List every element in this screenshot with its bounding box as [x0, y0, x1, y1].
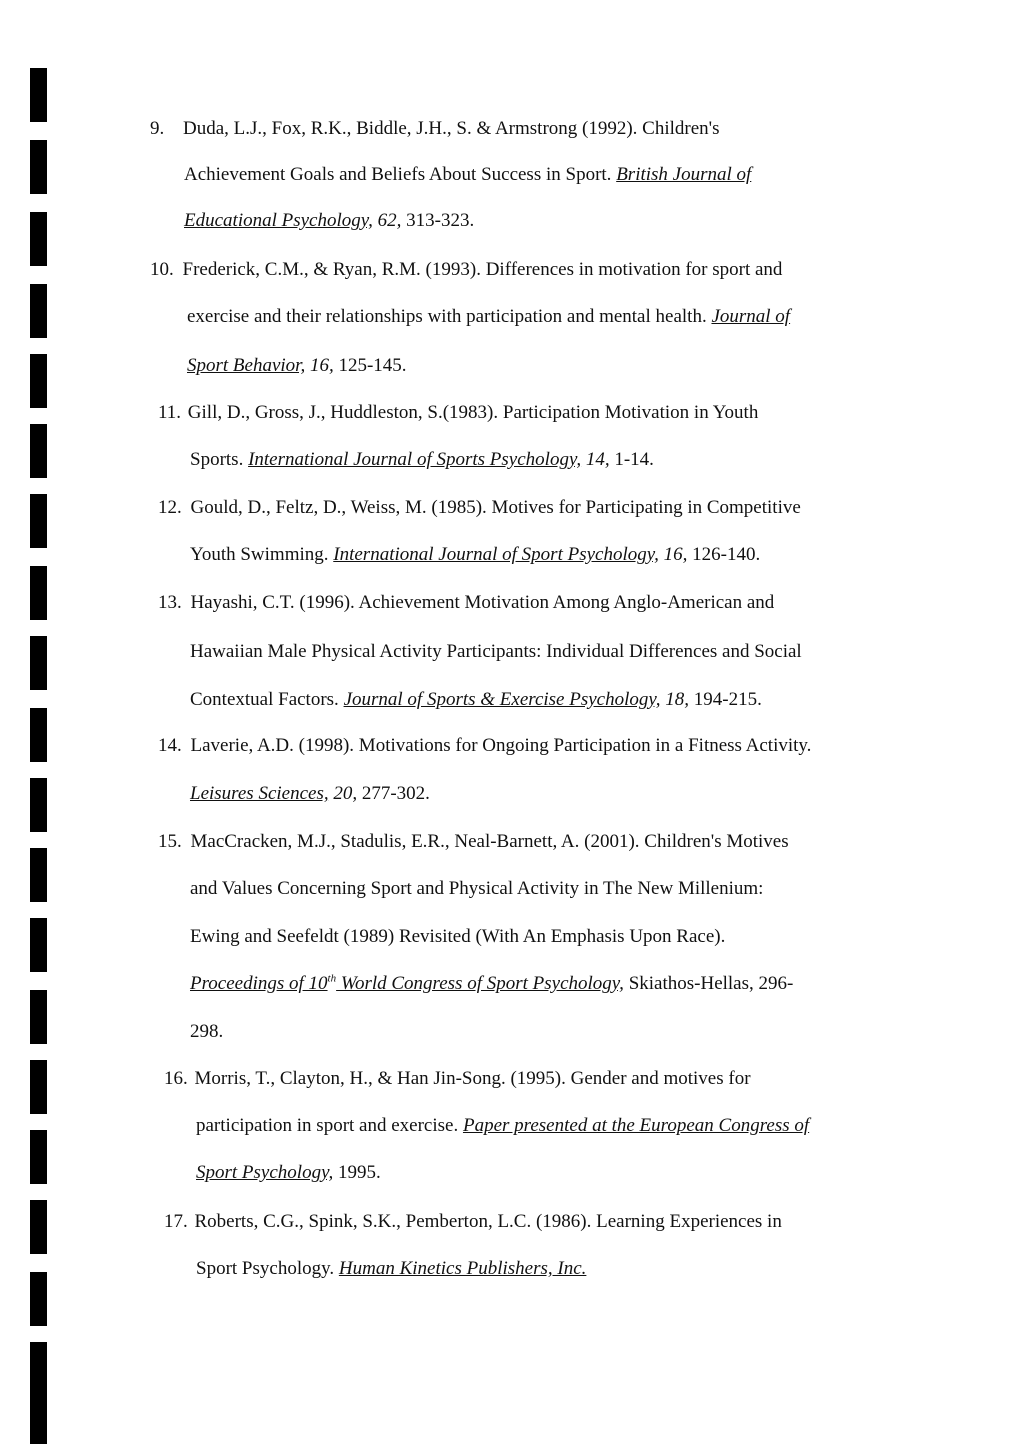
reference-10-line-2: [187, 305, 790, 329]
reference-number: 17.: [164, 1211, 188, 1232]
binding-mark: [30, 354, 47, 408]
reference-17-line-1: [164, 1210, 782, 1234]
journal-title: Paper presented at the European Congress of: [462, 1115, 810, 1136]
reference-number: 14.: [158, 735, 182, 756]
reference-number: 16.: [164, 1068, 188, 1089]
reference-12-line-1: [158, 496, 801, 520]
journal-title: International Journal of Sport Psychology,: [333, 544, 659, 565]
reference-text: MacCracken, M.J., Stadulis, E.R., Neal-Barnett, A. (2001). Children's Motives: [190, 831, 789, 852]
reference-11-line-1: [158, 401, 758, 425]
binding-mark: [30, 284, 47, 338]
binding-mark: [30, 918, 47, 972]
reference-17-line-2: [196, 1257, 586, 1281]
journal-title: Proceedings of 10: [190, 973, 328, 994]
pages: 194-215.: [689, 689, 762, 710]
reference-text: Hawaiian Male Physical Activity Participants: Individual Differences and Social: [190, 641, 802, 662]
reference-text: exercise and their relationships with participation and mental health.: [187, 306, 712, 327]
reference-15-line-3: [190, 925, 725, 949]
reference-11-line-2: [190, 448, 654, 472]
binding-mark: [30, 1060, 47, 1114]
binding-mark: [30, 1130, 47, 1184]
binding-mark: [30, 424, 47, 478]
volume: 20,: [328, 783, 358, 804]
reference-text: Achievement Goals and Beliefs About Success in Sport.: [184, 164, 617, 185]
reference-15-line-2: [190, 877, 763, 901]
pages: Skiathos-Hellas, 296-: [623, 973, 794, 994]
binding-mark: [30, 636, 47, 690]
volume: 16,: [305, 355, 334, 376]
pages: 313-323.: [401, 210, 475, 231]
binding-mark: [30, 1342, 47, 1396]
volume: 62,: [372, 210, 402, 231]
reference-10-line-1: [150, 258, 782, 282]
reference-text: and Values Concerning Sport and Physical Activity in The New Millenium:: [190, 878, 764, 899]
reference-15-line-5: [190, 1020, 223, 1044]
binding-marks: [0, 0, 60, 1445]
reference-15-line-1: [158, 830, 789, 854]
binding-mark: [30, 848, 47, 902]
reference-text: participation in sport and exercise.: [196, 1115, 463, 1136]
reference-text: Laverie, A.D. (1998). Motivations for Ongoing Participation in a Fitness Activity.: [190, 735, 812, 756]
reference-number: 12.: [158, 497, 182, 518]
reference-12-line-2: [190, 543, 760, 567]
binding-mark: [30, 708, 47, 762]
pages: 277-302.: [357, 783, 430, 804]
reference-text: Contextual Factors.: [190, 689, 344, 710]
journal-title: World Congress of Sport Psychology,: [336, 973, 624, 994]
binding-mark: [30, 566, 47, 620]
reference-text: Gould, D., Feltz, D., Weiss, M. (1985). Motives for Participating in Competitive: [190, 497, 801, 518]
binding-mark: [30, 212, 47, 266]
binding-mark: [30, 1390, 47, 1444]
reference-9-line-3: [184, 209, 474, 233]
journal-title: Journal of Sports & Exercise Psychology,: [343, 689, 661, 710]
volume: 18,: [660, 689, 690, 710]
reference-14-line-1: [158, 734, 811, 758]
year: 1995.: [333, 1162, 381, 1183]
volume: 16,: [658, 544, 688, 565]
reference-text: Frederick, C.M., & Ryan, R.M. (1993). Differences in motivation for sport and: [182, 259, 783, 280]
reference-number: 13.: [158, 592, 182, 613]
journal-title: Leisures Sciences,: [190, 783, 329, 804]
reference-number: 10.: [150, 259, 174, 280]
reference-16-line-2: [196, 1114, 809, 1138]
reference-9-line-1: [150, 117, 719, 141]
binding-mark: [30, 778, 47, 832]
reference-number: 11.: [158, 402, 182, 423]
reference-14-line-2: [190, 782, 430, 806]
journal-title: Sport Psychology,: [196, 1162, 334, 1183]
journal-title: International Journal of Sports Psychology,: [248, 449, 582, 470]
reference-text: Morris, T., Clayton, H., & Han Jin-Song. (1995). Gender and motives for: [194, 1068, 751, 1089]
reference-9-line-2: [184, 163, 751, 187]
publisher: Human Kinetics Publishers, Inc.: [338, 1258, 587, 1279]
reference-text: Youth Swimming.: [190, 544, 334, 565]
reference-15-line-4: [190, 972, 793, 996]
reference-text: Gill, D., Gross, J., Huddleston, S.(1983). Participation Motivation in Youth: [187, 402, 759, 423]
journal-title: Journal of: [711, 306, 791, 327]
binding-mark: [30, 1200, 47, 1254]
reference-13-line-3: [190, 688, 762, 712]
reference-text: Sport Psychology.: [196, 1258, 339, 1279]
journal-title: British Journal of: [616, 164, 752, 185]
reference-text: Roberts, C.G., Spink, S.K., Pemberton, L.C. (1986). Learning Experiences in: [194, 1211, 782, 1232]
pages: 1-14.: [609, 449, 654, 470]
binding-mark: [30, 1272, 47, 1326]
journal-title: Educational Psychology,: [184, 210, 373, 231]
pages: 125-145.: [333, 355, 407, 376]
pages: 298.: [190, 1021, 224, 1042]
binding-mark: [30, 68, 47, 122]
ordinal-suffix: th: [327, 972, 337, 985]
reference-13-line-1: [158, 591, 774, 615]
pages: 126-140.: [687, 544, 761, 565]
reference-text: Sports.: [190, 449, 249, 470]
binding-mark: [30, 494, 47, 548]
reference-number: 9.: [150, 118, 165, 139]
binding-mark: [30, 140, 47, 194]
reference-16-line-1: [164, 1067, 751, 1091]
reference-text: Ewing and Seefeldt (1989) Revisited (With An Emphasis Upon Race).: [190, 926, 726, 947]
binding-mark: [30, 990, 47, 1044]
reference-text: Duda, L.J., Fox, R.K., Biddle, J.H., S. & Armstrong (1992). Children's: [183, 118, 720, 139]
reference-13-line-2: [190, 640, 802, 664]
journal-title: Sport Behavior,: [187, 355, 306, 376]
reference-text: Hayashi, C.T. (1996). Achievement Motivation Among Anglo-American and: [190, 592, 775, 613]
reference-16-line-3: [196, 1161, 381, 1185]
reference-number: 15.: [158, 831, 182, 852]
volume: 14,: [581, 449, 610, 470]
reference-10-line-3: [187, 354, 407, 378]
